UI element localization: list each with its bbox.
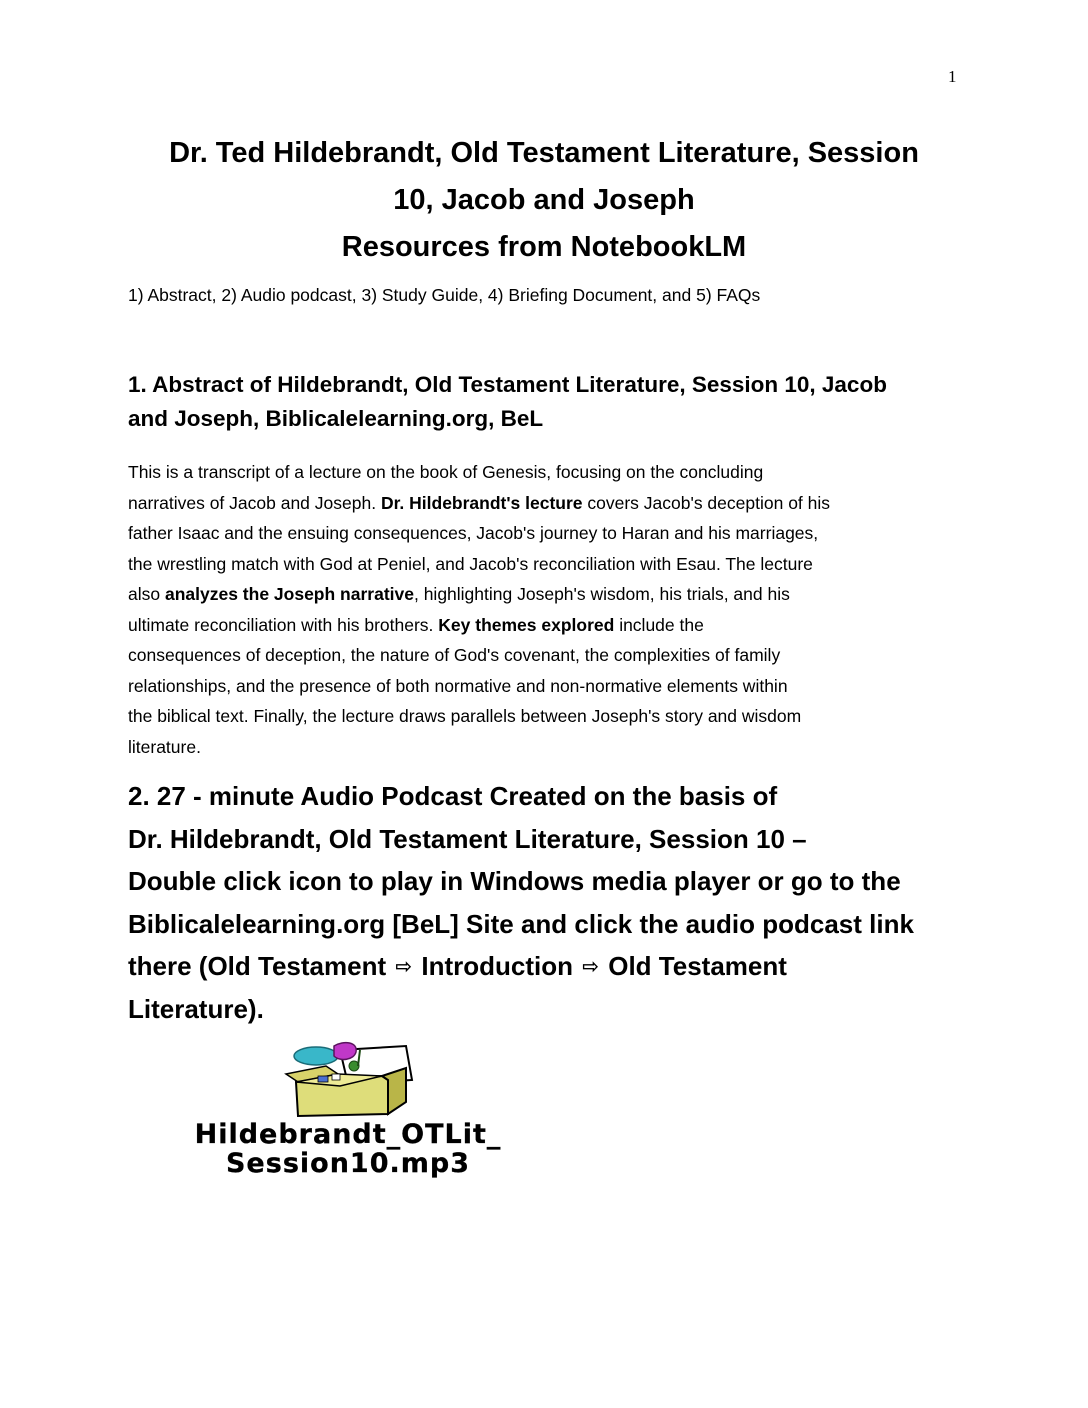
abstract-line: This is a transcript of a lecture on the book of Genesis, focusing on the concluding: [128, 462, 764, 482]
abstract-emphasis: Key themes explored: [438, 614, 615, 635]
podcast-line: Literature).: [128, 993, 264, 1024]
media-file-label[interactable]: [128, 1120, 568, 1178]
abstract-text: narratives of Jacob and Joseph.: [128, 492, 381, 513]
heading-line: 1. Abstract of Hildebrandt, Old Testament Literature, Session 10, Jacob: [128, 372, 887, 397]
abstract-line: [128, 579, 968, 610]
podcast-line: [128, 945, 978, 988]
nav-path-item: there (Old Testament: [128, 951, 387, 981]
abstract-paragraph: [128, 457, 968, 762]
title-subtitle: Resources from NotebookLM: [341, 231, 747, 263]
abstract-line: consequences of deception, the nature of God's covenant, the complexities of family: [128, 645, 781, 665]
podcast-line: Biblicalelearning.org [BeL] Site and click the audio podcast link: [128, 908, 914, 939]
abstract-heading: [128, 368, 968, 436]
podcast-heading: [128, 775, 978, 1030]
abstract-line: the wrestling match with God at Peniel, and Jacob's reconciliation with Esau. The lecture: [128, 553, 813, 574]
podcast-line: Double click icon to play in Windows media player or go to the: [128, 866, 901, 896]
file-name-line: Hildebrandt_OTLit_: [194, 1119, 502, 1150]
media-package-icon[interactable]: [278, 1040, 418, 1118]
abstract-line: literature.: [128, 736, 201, 757]
heading-line: and Joseph, Biblicalelearning.org, BeL: [128, 406, 544, 431]
podcast-line: Dr. Hildebrandt, Old Testament Literature, Session 10 –: [128, 823, 807, 854]
document-title: [128, 130, 960, 271]
page-number: 1: [948, 67, 957, 86]
arrow-right-icon: ⇨: [582, 954, 599, 978]
title-line: Dr. Ted Hildebrandt, Old Testament Literature, Session: [169, 137, 919, 169]
nav-path-item: Introduction: [421, 951, 573, 981]
abstract-text: also: [128, 584, 165, 604]
abstract-line: relationships, and the presence of both normative and non-normative elements within: [128, 675, 788, 696]
nav-path-item: Old Testament: [608, 951, 787, 981]
abstract-line: [128, 488, 968, 519]
abstract-line: the biblical text. Finally, the lecture draws parallels between Joseph's story and wisdom: [128, 706, 802, 726]
abstract-emphasis: analyzes the Joseph narrative: [164, 584, 414, 604]
arrow-right-icon: ⇨: [395, 954, 413, 978]
abstract-text: ultimate reconciliation with his brothers.: [128, 614, 439, 635]
abstract-line: [128, 610, 968, 641]
podcast-line: 2. 27 - minute Audio Podcast Created on the basis of: [128, 781, 778, 811]
abstract-text: covers Jacob's deception of his: [582, 492, 831, 513]
abstract-emphasis: Dr. Hildebrandt's lecture: [380, 492, 583, 513]
abstract-text: include the: [614, 614, 704, 635]
abstract-line: father Isaac and the ensuing consequences, Jacob's journey to Haran and his marriages,: [128, 523, 819, 543]
title-line: 10, Jacob and Joseph: [393, 184, 695, 216]
file-name-line: Session10.mp3: [225, 1148, 470, 1179]
contents-list: 1) Abstract, 2) Audio podcast, 3) Study Guide, 4) Briefing Document, and 5) FAQs: [128, 285, 761, 305]
abstract-text: , highlighting Joseph's wisdom, his trials, and his: [413, 584, 790, 604]
